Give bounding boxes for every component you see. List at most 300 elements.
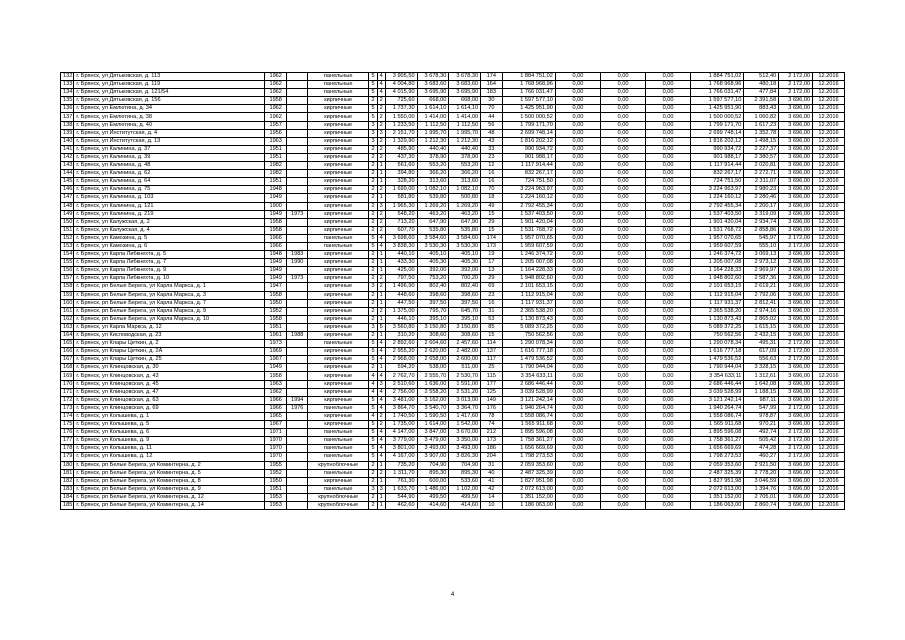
cell-row-number: 171 — [61, 388, 74, 396]
cell-cost-column-5: 2 059 353,60 — [691, 461, 744, 469]
cell-owners-area: 1 212,30 — [449, 137, 481, 145]
cell-address: г. Брянск, ул Колышева, д. 11 — [74, 445, 265, 453]
cell-deadline: 12.2016 — [813, 469, 845, 477]
register-table-body — [61, 73, 845, 510]
cell-residents: 42 — [481, 485, 503, 493]
cell-owners-area: 463,20 — [449, 210, 481, 218]
cell-cost-per-sqm: 556,63 — [744, 356, 779, 364]
cell-max-cost-per-sqm: 3 696,00 — [779, 97, 813, 105]
cell-row-number: 146 — [61, 186, 74, 194]
cell-entrances: 2 — [377, 226, 385, 234]
cell-reconstruction-year — [287, 202, 307, 210]
cell-residents: 13 — [481, 267, 503, 275]
cell-cost-column-4: 0,00 — [646, 267, 691, 275]
cell-build-year: 1966 — [264, 234, 287, 242]
cell-floors: 4 — [369, 412, 377, 420]
cell-reconstruction-year — [287, 421, 307, 429]
cell-reconstruction-year — [287, 380, 307, 388]
cell-cost-column-2: 0,00 — [555, 186, 600, 194]
cell-cost-column-3: 0,00 — [600, 275, 645, 283]
cell-build-year: 1949 — [264, 364, 287, 372]
cell-residents: 48 — [481, 129, 503, 137]
cell-max-cost-per-sqm: 3 696,00 — [779, 186, 813, 194]
cell-residents: 33 — [481, 145, 503, 153]
cell-cost-column-5: 1 130 873,43 — [691, 315, 744, 323]
cell-cost-column-2: 0,00 — [555, 170, 600, 178]
table-row — [61, 493, 845, 501]
cell-floors: 4 — [369, 388, 377, 396]
cell-wall-material: крупноблочные — [307, 501, 368, 509]
cell-entrances: 2 — [377, 186, 385, 194]
cell-owners-area: 405,10 — [449, 251, 481, 259]
cell-total-cost: 3 121 242,14 — [502, 396, 555, 404]
cell-cost-column-3: 0,00 — [600, 437, 645, 445]
cell-address: г. Брянск, ул Клинцовская, д. 43 — [74, 372, 265, 380]
cell-deadline: 12.2016 — [813, 485, 845, 493]
cell-cost-column-2: 0,00 — [555, 194, 600, 202]
cell-cost-per-sqm: 970,21 — [744, 421, 779, 429]
cell-row-number: 141 — [61, 145, 74, 153]
cell-cost-column-5: 1 565 911,68 — [691, 421, 744, 429]
cell-owners-area: 3 584,60 — [449, 234, 481, 242]
cell-residential-area: 1 995,70 — [417, 129, 449, 137]
cell-cost-column-4: 0,00 — [646, 380, 691, 388]
cell-total-area: 1 496,90 — [385, 283, 417, 291]
cell-residential-area: 440,40 — [417, 145, 449, 153]
cell-cost-column-4: 0,00 — [646, 364, 691, 372]
cell-max-cost-per-sqm: 3 696,00 — [779, 380, 813, 388]
cell-owners-area: 1 269,20 — [449, 202, 481, 210]
cell-cost-column-3: 0,00 — [600, 97, 645, 105]
cell-cost-column-3: 0,00 — [600, 315, 645, 323]
cell-row-number: 172 — [61, 396, 74, 404]
cell-cost-per-sqm: 555,10 — [744, 242, 779, 250]
cell-wall-material: кирпичные — [307, 162, 368, 170]
cell-total-area: 3 481,00 — [385, 396, 417, 404]
table-row — [61, 194, 845, 202]
cell-residents: 183 — [481, 89, 503, 97]
cell-total-cost: 1 799 171,70 — [502, 121, 555, 129]
cell-max-cost-per-sqm: 3 696,00 — [779, 105, 813, 113]
cell-cost-column-5: 1 164 228,33 — [691, 267, 744, 275]
cell-residential-area: 1 614,00 — [417, 421, 449, 429]
cell-cost-column-4: 0,00 — [646, 372, 691, 380]
cell-residents: 70 — [481, 105, 503, 113]
table-row — [61, 81, 845, 89]
cell-address: г. Брянск, рп Белые Берега, ул Коминтерна, д. 5 — [74, 469, 265, 477]
cell-cost-column-5: 2 072 613,00 — [691, 485, 744, 493]
cell-cost-column-4: 0,00 — [646, 485, 691, 493]
cell-cost-column-5: 1 117 931,37 — [691, 299, 744, 307]
cell-row-number: 184 — [61, 493, 74, 501]
cell-row-number: 148 — [61, 202, 74, 210]
cell-reconstruction-year — [287, 234, 307, 242]
cell-entrances: 2 — [377, 137, 385, 145]
cell-max-cost-per-sqm: 3 696,00 — [779, 501, 813, 509]
cell-owners-area: 511,00 — [449, 364, 481, 372]
cell-address: г. Брянск, ул Карла Либкнехта, д. 10 — [74, 275, 265, 283]
cell-deadline: 12.2016 — [813, 307, 845, 315]
cell-cost-column-4: 0,00 — [646, 113, 691, 121]
cell-cost-column-2: 0,00 — [555, 493, 600, 501]
cell-entrances: 1 — [377, 291, 385, 299]
cell-residents: 174 — [481, 234, 503, 242]
cell-total-cost: 1 558 086,74 — [502, 412, 555, 420]
cell-build-year: 1962 — [264, 89, 287, 97]
cell-cost-per-sqm: 1 188,15 — [744, 388, 779, 396]
cell-cost-column-3: 0,00 — [600, 283, 645, 291]
cell-address: г. Брянск, ул Дятьковская, д. 121/54 — [74, 89, 265, 97]
cell-reconstruction-year — [287, 242, 307, 250]
cell-cost-column-5: 1 827 951,98 — [691, 477, 744, 485]
cell-cost-column-4: 0,00 — [646, 121, 691, 129]
cell-address: г. Брянск, ул Колышева, д. 6 — [74, 429, 265, 437]
cell-cost-column-3: 0,00 — [600, 307, 645, 315]
cell-cost-column-3: 0,00 — [600, 113, 645, 121]
cell-cost-per-sqm: 480,18 — [744, 81, 779, 89]
cell-wall-material: кирпичные — [307, 97, 368, 105]
cell-residents: 23 — [481, 291, 503, 299]
cell-address: г. Брянск, рп Белые Берега, ул Коминтерна, д. 2 — [74, 461, 265, 469]
cell-owners-area: 366,20 — [449, 170, 481, 178]
cell-floors: 2 — [369, 162, 377, 170]
cell-build-year: 1970 — [264, 445, 287, 453]
cell-floors: 5 — [369, 242, 377, 250]
cell-wall-material: панельные — [307, 89, 368, 97]
cell-cost-column-3: 0,00 — [600, 348, 645, 356]
cell-deadline: 12.2016 — [813, 356, 845, 364]
cell-entrances: 2 — [377, 145, 385, 153]
cell-floors: 2 — [369, 259, 377, 267]
cell-floors: 5 — [369, 437, 377, 445]
cell-row-number: 168 — [61, 364, 74, 372]
cell-residents: 15 — [481, 332, 503, 340]
cell-build-year: 1948 — [264, 186, 287, 194]
cell-total-area: 2 955,20 — [385, 348, 417, 356]
cell-floors: 3 — [369, 283, 377, 291]
cell-row-number: 133 — [61, 81, 74, 89]
cell-reconstruction-year — [287, 453, 307, 461]
cell-residential-area: 3 847,00 — [417, 429, 449, 437]
cell-reconstruction-year — [287, 429, 307, 437]
cell-cost-column-4: 0,00 — [646, 178, 691, 186]
cell-residential-area: 366,20 — [417, 170, 449, 178]
table-row — [61, 485, 845, 493]
cell-total-area: 1 311,70 — [385, 469, 417, 477]
cell-cost-column-2: 0,00 — [555, 477, 600, 485]
cell-cost-column-4: 0,00 — [646, 340, 691, 348]
cell-cost-column-2: 0,00 — [555, 113, 600, 121]
cell-row-number: 143 — [61, 162, 74, 170]
cell-residential-area: 3 162,00 — [417, 396, 449, 404]
cell-wall-material: кирпичные — [307, 380, 368, 388]
table-row — [61, 97, 845, 105]
cell-total-cost: 1 957 070,65 — [502, 234, 555, 242]
cell-row-number: 138 — [61, 121, 74, 129]
cell-reconstruction-year — [287, 364, 307, 372]
cell-build-year: 1982 — [264, 162, 287, 170]
cell-deadline: 12.2016 — [813, 81, 845, 89]
cell-reconstruction-year — [287, 299, 307, 307]
cell-residential-area: 1 590,50 — [417, 412, 449, 420]
cell-max-cost-per-sqm: 3 696,00 — [779, 137, 813, 145]
cell-residential-area: 397,50 — [417, 299, 449, 307]
cell-total-cost: 1 766 031,47 — [502, 89, 555, 97]
cell-max-cost-per-sqm: 3 696,00 — [779, 477, 813, 485]
cell-owners-area: 398,60 — [449, 291, 481, 299]
cell-row-number: 157 — [61, 275, 74, 283]
cell-cost-column-2: 0,00 — [555, 323, 600, 331]
cell-total-cost: 1 164 228,33 — [502, 267, 555, 275]
cell-cost-column-5: 1 790 944,04 — [691, 364, 744, 372]
cell-cost-column-4: 0,00 — [646, 275, 691, 283]
cell-residential-area: 2 558,20 — [417, 388, 449, 396]
cell-entrances: 4 — [377, 340, 385, 348]
cell-wall-material: панельные — [307, 340, 368, 348]
cell-address: г. Брянск, ул Клинцовская, д. 47 — [74, 388, 265, 396]
cell-total-cost: 832 267,17 — [502, 170, 555, 178]
cell-deadline: 12.2016 — [813, 453, 845, 461]
cell-total-area: 328,20 — [385, 178, 417, 186]
cell-wall-material: панельные — [307, 242, 368, 250]
cell-deadline: 12.2016 — [813, 121, 845, 129]
cell-total-area: 437,30 — [385, 153, 417, 161]
cell-max-cost-per-sqm: 2 172,00 — [779, 89, 813, 97]
cell-floors: 4 — [369, 380, 377, 388]
cell-cost-column-4: 0,00 — [646, 356, 691, 364]
cell-build-year: 1949 — [264, 194, 287, 202]
cell-max-cost-per-sqm: 3 696,00 — [779, 194, 813, 202]
cell-reconstruction-year — [287, 461, 307, 469]
cell-wall-material: кирпичные — [307, 332, 368, 340]
cell-cost-column-4: 0,00 — [646, 226, 691, 234]
cell-wall-material: кирпичные — [307, 121, 368, 129]
cell-reconstruction-year — [287, 267, 307, 275]
cell-max-cost-per-sqm: 3 696,00 — [779, 412, 813, 420]
cell-owners-area: 535,80 — [449, 226, 481, 234]
cell-reconstruction-year — [287, 129, 307, 137]
cell-floors: 2 — [369, 97, 377, 105]
table-row — [61, 364, 845, 372]
cell-deadline: 12.2016 — [813, 267, 845, 275]
cell-cost-per-sqm: 2 974,16 — [744, 307, 779, 315]
cell-reconstruction-year: 1973 — [287, 275, 307, 283]
table-row — [61, 445, 845, 453]
cell-cost-column-3: 0,00 — [600, 421, 645, 429]
cell-owners-area: 405,30 — [449, 259, 481, 267]
cell-residents: 212 — [481, 429, 503, 437]
cell-residents: 16 — [481, 299, 503, 307]
cell-entrances: 1 — [377, 477, 385, 485]
cell-cost-column-5: 1 205 007,08 — [691, 259, 744, 267]
cell-total-area: 761,30 — [385, 477, 417, 485]
cell-row-number: 164 — [61, 332, 74, 340]
cell-cost-column-3: 0,00 — [600, 445, 645, 453]
cell-residential-area: 1 112,50 — [417, 121, 449, 129]
cell-total-cost: 1 959 607,59 — [502, 242, 555, 250]
cell-reconstruction-year — [287, 178, 307, 186]
cell-row-number: 173 — [61, 404, 74, 412]
cell-address: г. Брянск, ул Клары Цеткин, д. 2А — [74, 348, 265, 356]
cell-residential-area: 405,10 — [417, 251, 449, 259]
cell-row-number: 156 — [61, 267, 74, 275]
cell-wall-material: панельные — [307, 81, 368, 89]
cell-cost-per-sqm: 978,87 — [744, 412, 779, 420]
cell-max-cost-per-sqm: 3 696,00 — [779, 170, 813, 178]
cell-address: г. Брянск, рп Белые Берега, ул Карла Маркса, д. 10 — [74, 315, 265, 323]
cell-floors: 3 — [369, 485, 377, 493]
cell-cost-per-sqm: 883,43 — [744, 105, 779, 113]
cell-cost-per-sqm: 474,28 — [744, 445, 779, 453]
cell-total-area: 4 147,00 — [385, 429, 417, 437]
cell-reconstruction-year — [287, 121, 307, 129]
cell-total-area: 544,90 — [385, 493, 417, 501]
cell-residential-area: 3 678,30 — [417, 73, 449, 81]
cell-wall-material: кирпичные — [307, 283, 368, 291]
table-row — [61, 348, 845, 356]
cell-cost-per-sqm: 1 060,82 — [744, 113, 779, 121]
cell-cost-column-4: 0,00 — [646, 73, 691, 81]
cell-residential-area: 308,60 — [417, 332, 449, 340]
cell-cost-column-2: 0,00 — [555, 226, 600, 234]
cell-cost-column-4: 0,00 — [646, 493, 691, 501]
cell-floors: 3 — [369, 129, 377, 137]
cell-build-year: 1958 — [264, 372, 287, 380]
cell-cost-column-5: 990 934,72 — [691, 145, 744, 153]
cell-cost-column-5: 1 768 968,96 — [691, 81, 744, 89]
cell-cost-column-2: 0,00 — [555, 445, 600, 453]
cell-total-area: 485,90 — [385, 145, 417, 153]
cell-total-cost: 2 072 613,00 — [502, 485, 555, 493]
cell-cost-column-4: 0,00 — [646, 437, 691, 445]
cell-max-cost-per-sqm: 2 172,00 — [779, 73, 813, 81]
cell-cost-column-3: 0,00 — [600, 226, 645, 234]
cell-build-year: 1947 — [264, 283, 287, 291]
cell-cost-column-2: 0,00 — [555, 283, 600, 291]
table-row — [61, 162, 845, 170]
cell-cost-column-2: 0,00 — [555, 332, 600, 340]
cell-entrances: 2 — [377, 412, 385, 420]
cell-total-cost: 1 616 777,18 — [502, 348, 555, 356]
cell-reconstruction-year — [287, 477, 307, 485]
cell-cost-per-sqm: 2 921,50 — [744, 461, 779, 469]
cell-floors: 2 — [369, 307, 377, 315]
cell-cost-column-4: 0,00 — [646, 242, 691, 250]
cell-owners-area: 395,10 — [449, 315, 481, 323]
cell-build-year: 1971 — [264, 429, 287, 437]
cell-build-year: 1952 — [264, 469, 287, 477]
cell-cost-column-3: 0,00 — [600, 461, 645, 469]
cell-cost-column-3: 0,00 — [600, 242, 645, 250]
cell-total-cost: 2 101 653,15 — [502, 283, 555, 291]
cell-cost-column-5: 1 766 031,47 — [691, 89, 744, 97]
cell-cost-per-sqm: 1 352,78 — [744, 129, 779, 137]
cell-wall-material: кирпичные — [307, 477, 368, 485]
cell-build-year: 1982 — [264, 170, 287, 178]
cell-entrances: 4 — [377, 429, 385, 437]
cell-cost-column-5: 1 425 951,90 — [691, 105, 744, 113]
cell-total-area: 3 801,00 — [385, 445, 417, 453]
cell-cost-column-2: 0,00 — [555, 340, 600, 348]
cell-build-year: 1965 — [264, 412, 287, 420]
cell-reconstruction-year — [287, 97, 307, 105]
cell-residential-area: 553,20 — [417, 162, 449, 170]
cell-entrances: 2 — [377, 469, 385, 477]
cell-owners-area: 440,40 — [449, 145, 481, 153]
table-row — [61, 315, 845, 323]
cell-deadline: 12.2016 — [813, 275, 845, 283]
cell-wall-material: панельные — [307, 73, 368, 81]
cell-owners-area: 392,00 — [449, 267, 481, 275]
cell-max-cost-per-sqm: 2 172,00 — [779, 404, 813, 412]
cell-wall-material: кирпичные — [307, 137, 368, 145]
table-row — [61, 202, 845, 210]
cell-cost-per-sqm: 2 934,74 — [744, 218, 779, 226]
cell-cost-column-3: 0,00 — [600, 210, 645, 218]
cell-residents: 204 — [481, 453, 503, 461]
cell-floors: 2 — [369, 332, 377, 340]
cell-owners-area: 1 591,00 — [449, 380, 481, 388]
cell-deadline: 12.2016 — [813, 493, 845, 501]
cell-address: г. Брянск, ул Колышева, д. 9 — [74, 437, 265, 445]
cell-owners-area: 3 364,70 — [449, 404, 481, 412]
cell-owners-area: 3 678,30 — [449, 73, 481, 81]
cell-entrances: 1 — [377, 194, 385, 202]
cell-cost-column-5: 1 940 264,74 — [691, 404, 744, 412]
cell-floors: 2 — [369, 299, 377, 307]
cell-deadline: 12.2016 — [813, 404, 845, 412]
cell-deadline: 12.2016 — [813, 259, 845, 267]
cell-residents: 56 — [481, 121, 503, 129]
cell-entrances: 4 — [377, 356, 385, 364]
cell-wall-material: кирпичные — [307, 153, 368, 161]
cell-floors: 5 — [369, 81, 377, 89]
cell-build-year: 1953 — [264, 501, 287, 509]
cell-cost-column-5: 2 699 748,14 — [691, 129, 744, 137]
cell-entrances: 1 — [377, 170, 385, 178]
cell-entrances: 5 — [377, 323, 385, 331]
cell-row-number: 149 — [61, 210, 74, 218]
cell-cost-column-2: 0,00 — [555, 89, 600, 97]
cell-cost-per-sqm: 2 432,15 — [744, 332, 779, 340]
cell-total-area: 440,10 — [385, 251, 417, 259]
cell-wall-material: кирпичные — [307, 145, 368, 153]
cell-entrances: 4 — [377, 73, 385, 81]
cell-row-number: 167 — [61, 356, 74, 364]
table-row — [61, 242, 845, 250]
cell-floors: 2 — [369, 501, 377, 509]
cell-floors: 3 — [369, 323, 377, 331]
cell-entrances: 4 — [377, 242, 385, 250]
cell-cost-column-2: 0,00 — [555, 485, 600, 493]
cell-owners-area: 553,20 — [449, 162, 481, 170]
table-row — [61, 323, 845, 331]
cell-owners-area: 2 531,20 — [449, 388, 481, 396]
cell-owners-area: 3 350,00 — [449, 437, 481, 445]
cell-address: г. Брянск, ул Калужская, д. 4 — [74, 226, 265, 234]
cell-residential-area: 3 683,60 — [417, 81, 449, 89]
cell-build-year: 1956 — [264, 129, 287, 137]
cell-build-year: 1950 — [264, 299, 287, 307]
cell-max-cost-per-sqm: 3 696,00 — [779, 283, 813, 291]
cell-deadline: 12.2016 — [813, 445, 845, 453]
table-row — [61, 421, 845, 429]
cell-owners-area: 2 457,60 — [449, 340, 481, 348]
cell-max-cost-per-sqm: 2 172,00 — [779, 242, 813, 250]
cell-residential-area: 3 907,00 — [417, 453, 449, 461]
cell-reconstruction-year — [287, 340, 307, 348]
cell-address: г. Брянск, ул Карла Либкнехта, д. 5 — [74, 251, 265, 259]
